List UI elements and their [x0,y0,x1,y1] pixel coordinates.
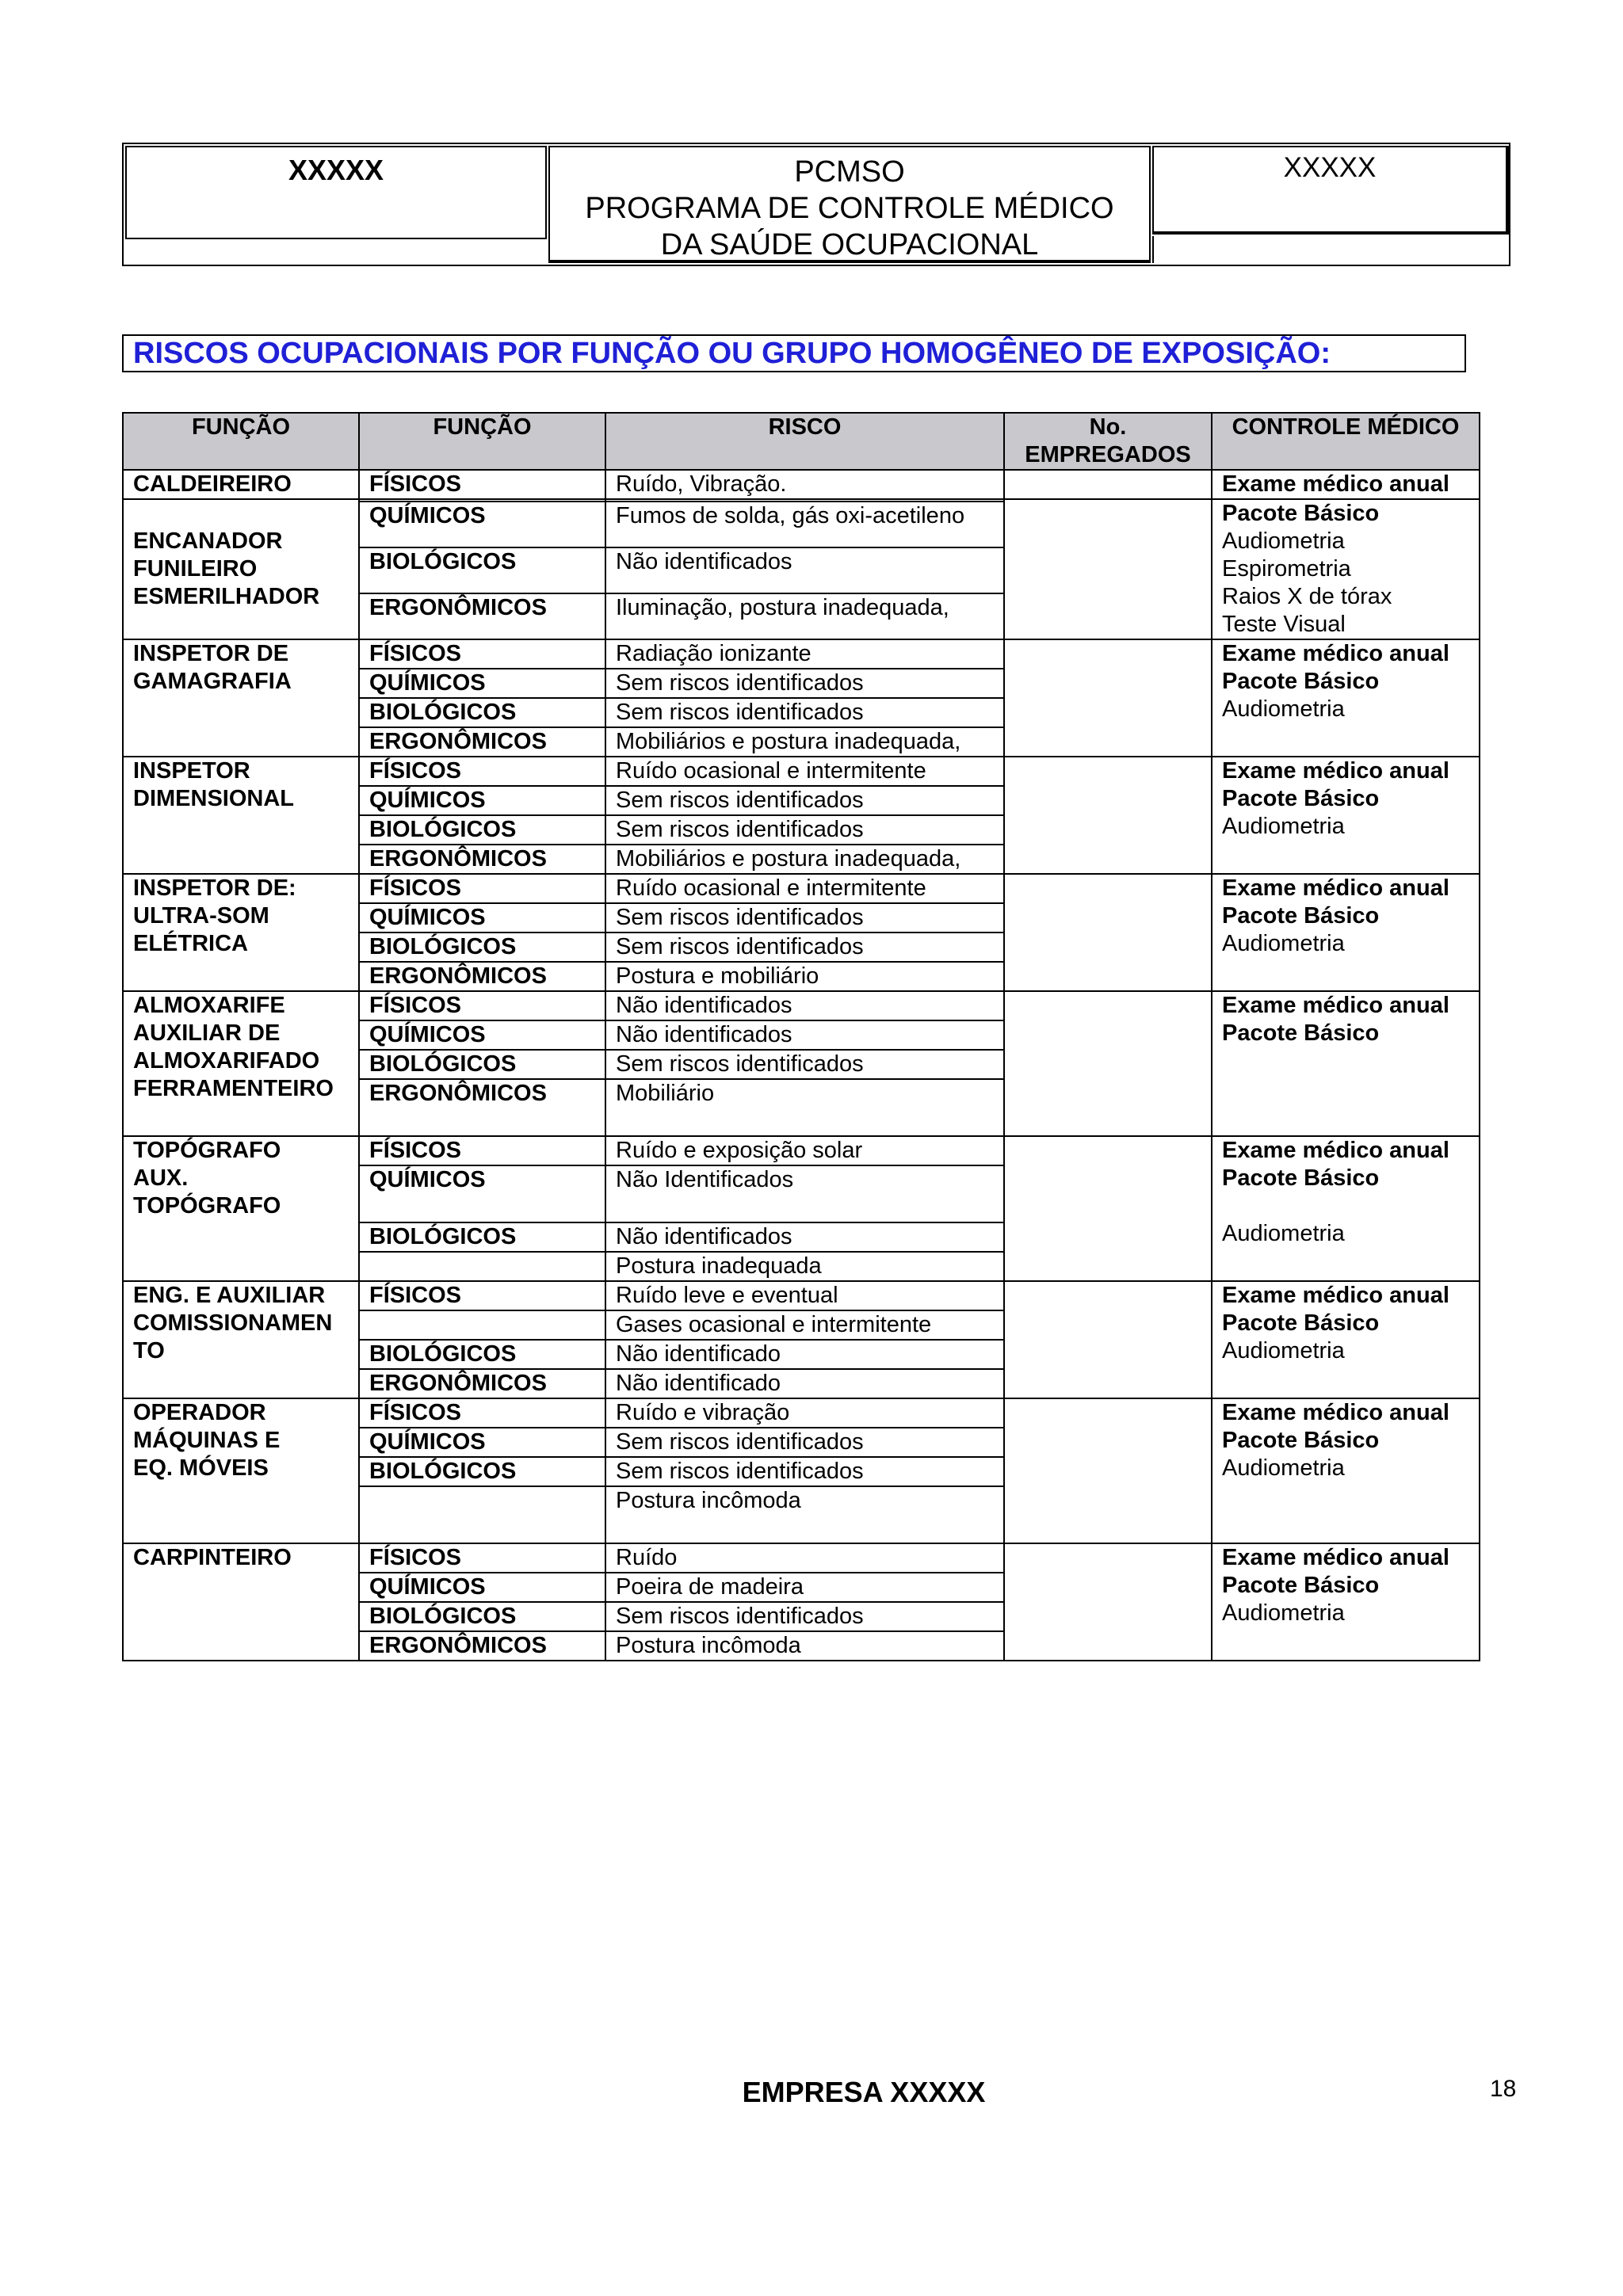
cell-risco: Mobiliários e postura inadequada, [605,845,1004,874]
controle-item: Pacote Básico [1222,1020,1380,1046]
cell-empregados [1004,639,1212,757]
header-right-text: XXXXX [1283,152,1377,183]
cell-categoria: FÍSICOS [359,639,605,669]
cell-risco: Não identificado [605,1369,1004,1398]
cell-funcao: INSPETOR DE: ULTRA-SOM ELÉTRICA [123,874,359,991]
cell-funcao: INSPETOR DIMENSIONAL [123,757,359,874]
column-header: FUNÇÃO [359,413,605,470]
cell-categoria: BIOLÓGICOS [359,1340,605,1369]
cell-risco: Ruído ocasional e intermitente [605,757,1004,786]
cell-categoria: QUÍMICOS [359,1428,605,1457]
cell-categoria: BIOLÓGICOS [359,1602,605,1631]
column-header: CONTROLE MÉDICO [1212,413,1480,470]
cell-controle-medico [1212,639,1480,757]
controle-item: Exame médico anual [1222,1138,1449,1163]
cell-categoria: QUÍMICOS [359,903,605,933]
cell-risco: Poeira de madeira [605,1573,1004,1602]
cell-risco: Ruído e exposição solar [605,1136,1004,1165]
cell-categoria: ERGONÔMICOS [359,845,605,874]
column-header: No. EMPREGADOS [1004,413,1212,470]
header-left-bottom [125,239,547,263]
cell-risco: Gases ocasional e intermitente [605,1310,1004,1340]
cell-categoria: QUÍMICOS [359,1573,605,1602]
cell-categoria: QUÍMICOS [359,502,605,547]
cell-risco: Ruído ocasional e intermitente [605,874,1004,903]
cell-categoria: BIOLÓGICOS [359,1457,605,1486]
page-number: 18 [1490,2076,1517,2102]
cell-risco: Sem riscos identificados [605,1050,1004,1079]
controle-item: Audiometria [1222,1455,1345,1481]
table-row [123,1281,1480,1310]
table-row [123,1136,1480,1165]
table-row [123,639,1480,669]
table-row [123,1543,1480,1573]
controle-item: Pacote Básico [1222,903,1380,929]
cell-categoria: QUÍMICOS [359,1165,605,1222]
cell-risco: Ruído e vibração [605,1398,1004,1428]
cell-risco: Fumos de solda, gás oxi-acetileno [605,502,1004,547]
cell-risco: Sem riscos identificados [605,1428,1004,1457]
controle-item [1222,1192,1469,1220]
section-title: RISCOS OCUPACIONAIS POR FUNÇÃO OU GRUPO HOMOGÊNEO DE EXPOSIÇÃO: [122,334,1466,372]
cell-funcao: INSPETOR DE GAMAGRAFIA [123,639,359,757]
cell-risco: Não identificados [605,1020,1004,1050]
controle-item: Teste Visual [1222,612,1346,637]
cell-funcao: OPERADOR MÁQUINAS E EQ. MÓVEIS [123,1398,359,1543]
cell-categoria: FÍSICOS [359,1281,605,1310]
cell-categoria: FÍSICOS [359,874,605,903]
table-row [123,757,1480,786]
cell-categoria: BIOLÓGICOS [359,1050,605,1079]
cell-risco: Sem riscos identificados [605,815,1004,845]
controle-item: Audiometria [1222,528,1345,554]
cell-empregados [1004,1281,1212,1398]
cell-risco: Não identificados [605,1222,1004,1252]
cell-risco: Postura e mobiliário [605,962,1004,991]
header-right-bottom [1152,236,1509,263]
cell-funcao: ENG. E AUXILIAR COMISSIONAMEN TO [123,1281,359,1398]
header-left-text: XXXXX [288,154,384,186]
cell-controle-medico [1212,874,1480,991]
header-center-text [550,154,1149,263]
cell-controle-medico [1212,1398,1480,1543]
cell-categoria: ERGONÔMICOS [359,1369,605,1398]
column-header: RISCO [605,413,1004,470]
cell-risco: Sem riscos identificados [605,1602,1004,1631]
cell-categoria: ERGONÔMICOS [359,727,605,757]
header-center-line: PCMSO [794,155,905,189]
controle-item: Pacote Básico [1222,786,1380,811]
cell-categoria: ERGONÔMICOS [359,1079,605,1136]
cell-risco: Radiação ionizante [605,639,1004,669]
cell-risco: Sem riscos identificados [605,933,1004,962]
table-row [123,1398,1480,1428]
cell-empregados [1004,874,1212,991]
cell-categoria: FÍSICOS [359,757,605,786]
cell-funcao: CARPINTEIRO [123,1543,359,1661]
controle-item: Pacote Básico [1222,1165,1380,1191]
cell-empregados [1004,470,1212,499]
table-header-row [123,413,1480,470]
cell-categoria: FÍSICOS [359,1543,605,1573]
cell-empregados [1004,1543,1212,1661]
cell-funcao: ENCANADOR FUNILEIRO ESMERILHADOR [123,499,359,639]
cell-categoria: QUÍMICOS [359,786,605,815]
cell-categoria: FÍSICOS [359,1136,605,1165]
controle-item: Raios X de tórax [1222,584,1392,609]
cell-risco: Não Identificados [605,1165,1004,1222]
cell-risco: Sem riscos identificados [605,698,1004,727]
cell-risco: Não identificado [605,1340,1004,1369]
controle-item: Audiometria [1222,1221,1345,1246]
cell-categoria: ERGONÔMICOS [359,593,605,639]
controle-item: Pacote Básico [1222,1573,1380,1598]
cell-risco: Sem riscos identificados [605,903,1004,933]
cell-risco: Sem riscos identificados [605,786,1004,815]
header-center-line: PROGRAMA DE CONTROLE MÉDICO [585,192,1114,225]
cell-categoria: FÍSICOS [359,470,605,499]
table-body [123,470,1480,1661]
cell-risco: Não identificados [605,547,1004,593]
cell-controle-medico [1212,1543,1480,1661]
controle-item: Exame médico anual [1222,1400,1449,1425]
cell-categoria: BIOLÓGICOS [359,933,605,962]
controle-item: Pacote Básico [1222,669,1380,694]
cell-controle-medico [1212,470,1480,499]
cell-controle-medico [1212,499,1480,639]
controle-item: Audiometria [1222,1338,1345,1363]
cell-controle-medico [1212,1136,1480,1281]
cell-risco: Postura incômoda [605,1486,1004,1543]
header-center-line: DA SAÚDE OCUPACIONAL [660,228,1039,261]
cell-risco: Ruído, Vibração. [605,470,1004,499]
cell-risco: Mobiliário [605,1079,1004,1136]
controle-item: Exame médico anual [1222,875,1449,901]
cell-categoria [359,1310,605,1340]
cell-risco: Sem riscos identificados [605,1457,1004,1486]
controle-item: Audiometria [1222,931,1345,956]
controle-item: Exame médico anual [1222,993,1449,1018]
table-row [123,874,1480,903]
cell-categoria: BIOLÓGICOS [359,698,605,727]
controle-item: Exame médico anual [1222,758,1449,784]
cell-risco: Iluminação, postura inadequada, [605,593,1004,639]
cell-categoria: ERGONÔMICOS [359,1631,605,1661]
cell-categoria: QUÍMICOS [359,669,605,698]
cell-risco: Postura incômoda [605,1631,1004,1661]
cell-categoria: FÍSICOS [359,991,605,1020]
header-center-box [548,146,1151,263]
cell-controle-medico [1212,1281,1480,1398]
cell-risco: Ruído [605,1543,1004,1573]
cell-empregados [1004,991,1212,1136]
cell-categoria: ERGONÔMICOS [359,962,605,991]
controle-item: Exame médico anual [1222,1545,1449,1570]
controle-item: Exame médico anual [1222,471,1449,497]
cell-controle-medico [1212,757,1480,874]
controle-item: Exame médico anual [1222,641,1449,666]
controle-item: Pacote Básico [1222,501,1380,526]
cell-risco: Ruído leve e eventual [605,1281,1004,1310]
cell-controle-medico [1212,991,1480,1136]
cell-empregados [1004,1136,1212,1281]
risk-table [122,412,1480,1661]
cell-funcao: CALDEIREIRO [123,470,359,499]
cell-categoria: BIOLÓGICOS [359,1222,605,1252]
controle-item: Audiometria [1222,814,1345,839]
document-header [122,143,1510,266]
cell-categoria: FÍSICOS [359,1398,605,1428]
table-row [123,470,1480,499]
controle-item: Audiometria [1222,696,1345,722]
controle-item: Pacote Básico [1222,1428,1380,1453]
header-left-box [125,146,547,239]
cell-risco: Postura inadequada [605,1252,1004,1281]
cell-empregados [1004,757,1212,874]
cell-risco: Sem riscos identificados [605,669,1004,698]
footer-company: EMPRESA XXXXX [742,2076,986,2108]
table-row [123,991,1480,1020]
controle-item: Pacote Básico [1222,1310,1380,1336]
cell-empregados [1004,499,1212,639]
controle-item: Audiometria [1222,1600,1345,1626]
cell-categoria: BIOLÓGICOS [359,547,605,593]
header-right-box [1152,146,1509,235]
cell-risco: Não identificados [605,991,1004,1020]
column-header: FUNÇÃO [123,413,359,470]
cell-funcao: TOPÓGRAFO AUX. TOPÓGRAFO [123,1136,359,1281]
cell-categoria: BIOLÓGICOS [359,815,605,845]
cell-categoria: QUÍMICOS [359,1020,605,1050]
cell-categoria [359,1486,605,1543]
cell-risco: Mobiliários e postura inadequada, [605,727,1004,757]
cell-empregados [1004,1398,1212,1543]
cell-funcao: ALMOXARIFE AUXILIAR DE ALMOXARIFADO FERRAMENTEIRO [123,991,359,1136]
controle-item: Espirometria [1222,556,1351,582]
cell-categoria [359,1252,605,1281]
controle-item: Exame médico anual [1222,1283,1449,1308]
